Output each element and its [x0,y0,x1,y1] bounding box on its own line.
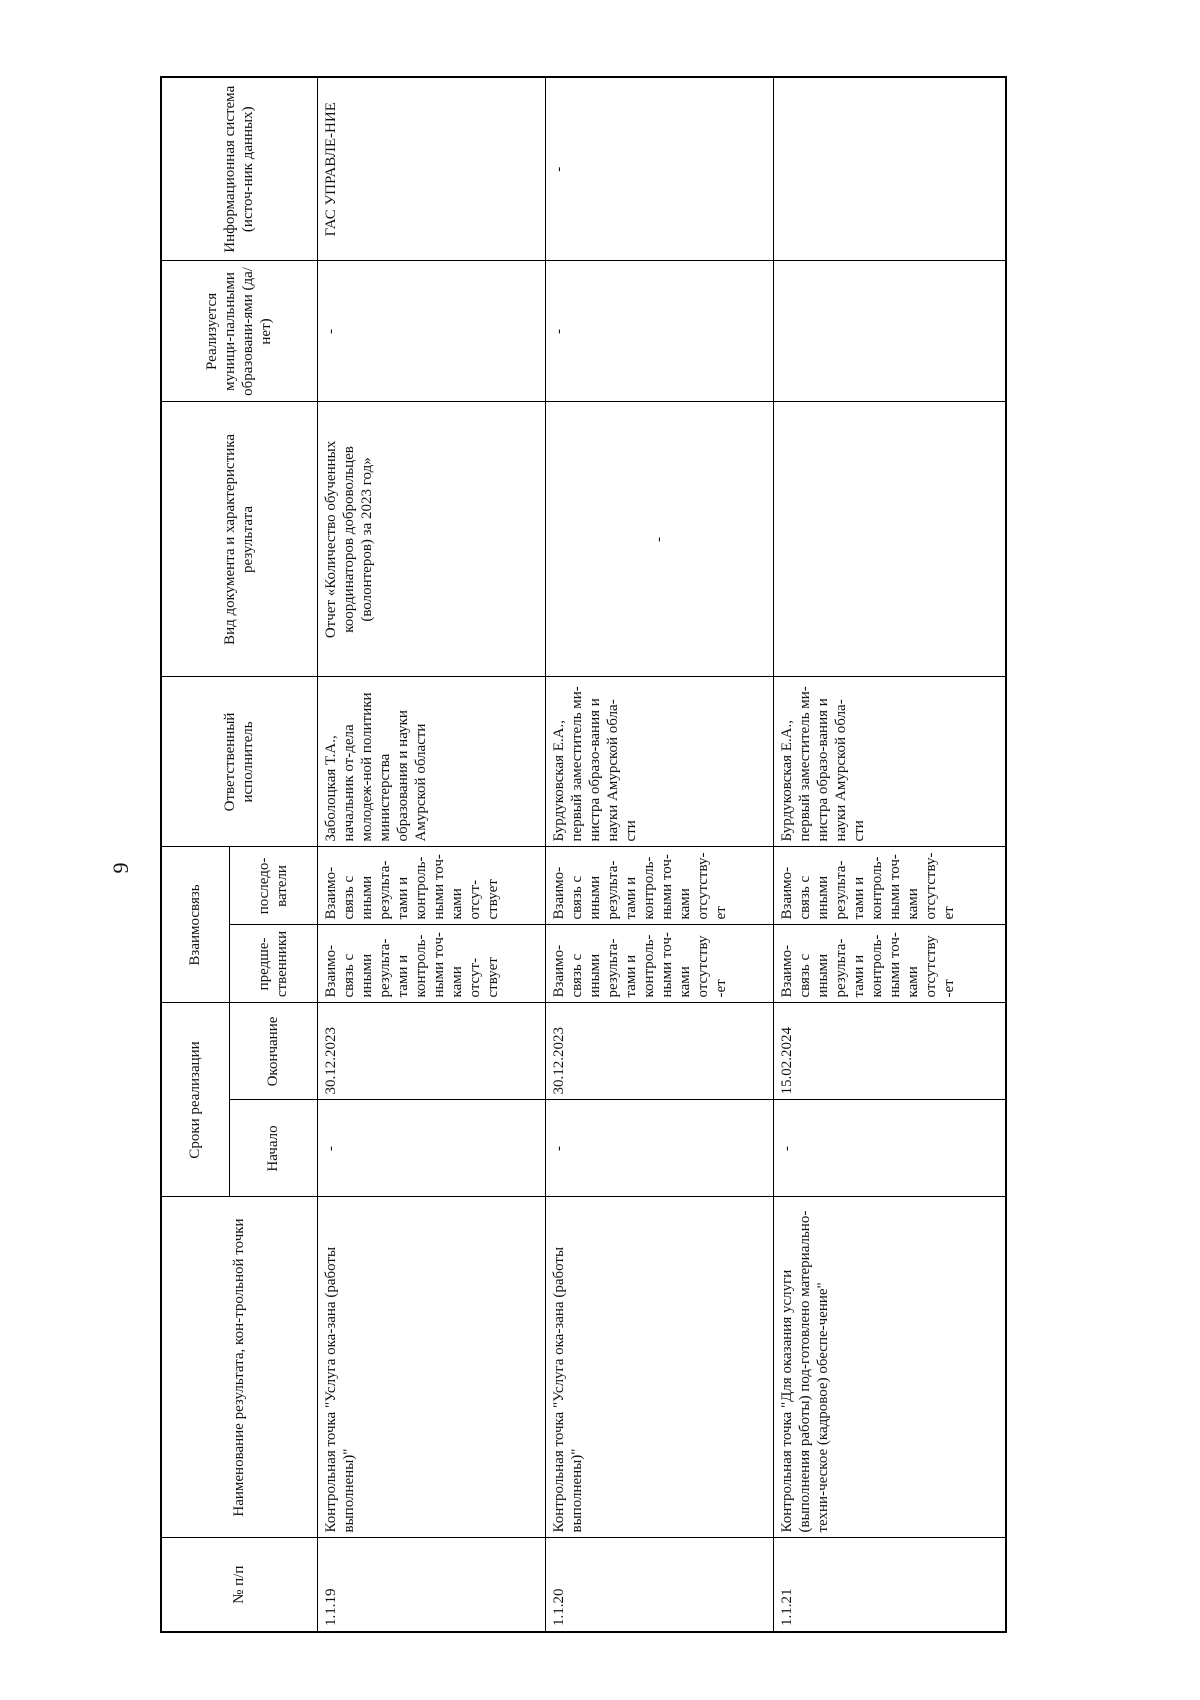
header-document: Вид документа и характеристика результата [161,402,317,677]
cell-infosystem: ГАС УПРАВЛЕ-НИЕ [317,77,545,261]
cell-name: Контрольная точка "Услуга ока-зана (работы выполнены)" [545,1197,773,1538]
table-row [545,77,773,1632]
cell-num: 1.1.20 [545,1538,773,1632]
header-end: Окончание [229,1003,317,1100]
cell-responsible: Бурдуковская Е.А., первый заместитель ми-нистра образо-вания и науки Амурской обла-сти [774,677,1006,847]
table-row [774,77,1006,1632]
cell-end: 15.02.2024 [774,1003,1006,1100]
header-relation: Взаимосвязь [161,847,229,1003]
cell-successors: Взаимо-связь с иными результа-тами и контроль-ными точ-ками отсутству-ет [774,847,1006,925]
cell-num: 1.1.21 [774,1538,1006,1632]
cell-municipal: - [317,261,545,402]
header-start: Начало [229,1100,317,1197]
implementation-plan-table [160,76,1007,1633]
cell-end: 30.12.2023 [545,1003,773,1100]
cell-start: - [545,1100,773,1197]
header-row-1 [161,77,229,1632]
cell-responsible: Заболоцкая Т.А., начальник от-дела молодеж-ной политики министерства образования и науки Амурской области [317,677,545,847]
cell-infosystem: - [545,77,773,261]
cell-document: Отчет «Количество обученных координаторов добровольцев (волонтеров) за 2023 год» [317,402,545,677]
rotated-table-container [160,78,1007,1633]
cell-infosystem [774,77,1006,261]
header-terms: Сроки реализации [161,1003,229,1197]
cell-predecessors: Взаимо-связь с иными результа-тами и контроль-ными точ-ками отсутству-ет [545,925,773,1003]
header-name: Наименование результата, кон-трольной точки [161,1197,317,1538]
table-row [317,77,545,1632]
cell-successors: Взаимо-связь с иными результа-тами и контроль-ными точ-ками отсут-ствует [317,847,545,925]
header-municipal: Реализуется муници-пальными образовани-ями (да/нет) [161,261,317,402]
cell-document [774,402,1006,677]
cell-end: 30.12.2023 [317,1003,545,1100]
cell-responsible: Бурдуковская Е.А., первый заместитель ми-нистра образо-вания и науки Амурской обла-сти [545,677,773,847]
header-responsible: Ответственный исполнитель [161,677,317,847]
cell-name: Контрольная точка "Для оказания услуги (выполнения работы) под-готовлено материально-техни-ческое (кадровое) обеспе-чение" [774,1197,1006,1538]
page-number: 9 [108,862,133,874]
cell-document: - [545,402,773,677]
cell-num: 1.1.19 [317,1538,545,1632]
cell-start: - [774,1100,1006,1197]
cell-municipal: - [545,261,773,402]
cell-start: - [317,1100,545,1197]
header-successors: последо-ватели [229,847,317,925]
header-infosystem: Информационная система (источ-ник данных) [161,77,317,261]
cell-predecessors: Взаимо-связь с иными результа-тами и контроль-ными точ-ками отсут-ствует [317,925,545,1003]
cell-name: Контрольная точка "Услуга ока-зана (работы выполнены)" [317,1197,545,1538]
cell-municipal [774,261,1006,402]
header-predecessors: предше-ственники [229,925,317,1003]
cell-predecessors: Взаимо-связь с иными результа-тами и контроль-ными точ-ками отсутству-ет [774,925,1006,1003]
header-num: № п/п [161,1538,317,1632]
cell-successors: Взаимо-связь с иными результа-тами и контроль-ными точ-ками отсутству-ет [545,847,773,925]
